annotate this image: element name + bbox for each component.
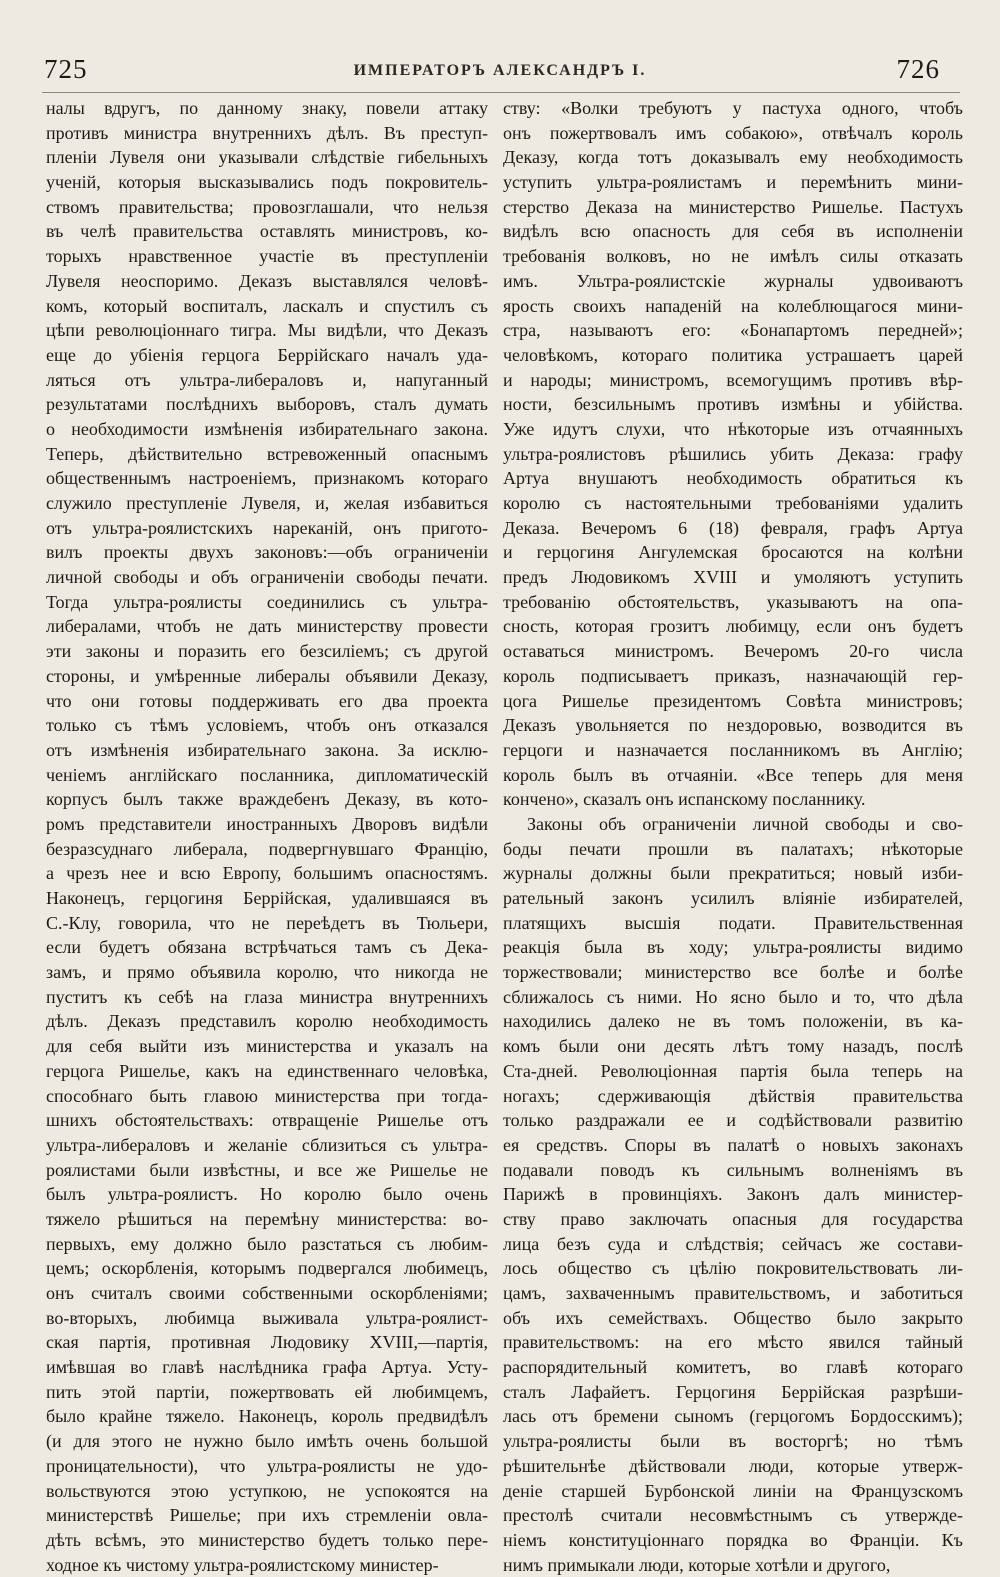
text-line: пить этой партіи, пожертвовать ей любимцемъ, — [46, 1381, 488, 1402]
text-line: торжествовали; министерство все болѣе и болѣе — [503, 962, 963, 983]
header-rule — [42, 92, 960, 93]
text-line: что они готовы поддерживать его два проекта — [46, 690, 488, 711]
text-line: комъ были они десять лѣтъ тому назадъ, послѣ — [503, 1036, 963, 1057]
text-line: Лувеля неоспоримо. Деказъ выставлялся человѣ- — [46, 270, 488, 291]
text-line: объ ихъ семействахъ. Общество было закрыто — [503, 1307, 963, 1328]
text-line: вилъ проекты двухъ законовъ:—объ ограниченіи — [46, 542, 488, 563]
text-line: цемъ; оскорбленія, которымъ подвергался любимецъ, — [46, 1258, 488, 1279]
text-line: ности, безсильнымъ противъ измѣны и убійства. — [503, 394, 963, 415]
text-line: Парижѣ в провинціяхъ. Законъ далъ министер- — [503, 1184, 963, 1205]
text-line: и народы; министромъ, всемогущимъ противъ вѣр- — [503, 369, 963, 390]
text-line: комъ, который воспиталъ, ласкалъ и спустилъ съ — [46, 295, 488, 316]
text-line: отъ ультра-роялистскихъ нареканій, онъ пригото- — [46, 517, 488, 538]
text-line: ченіемъ англійскаго посланника, дипломатическій — [46, 764, 488, 785]
text-line: вольствуются этою уступкою, не успокоятся на — [46, 1480, 488, 1501]
text-line: ультра-либераловъ и желаніе сблизиться съ ультра- — [46, 1134, 488, 1155]
left-text-column — [46, 96, 488, 1577]
text-line: (и для этого не нужно было имѣть очень большой — [46, 1431, 488, 1452]
text-line: и герцогиня Ангулемская бросаются на колѣни — [503, 542, 963, 563]
text-line: ская партія, противная Людовику XVIII,—партія, — [46, 1332, 488, 1353]
text-line: Наконецъ, герцогиня Беррійская, удалившаяся въ — [46, 888, 488, 908]
text-line: журналы должны были прекратиться; новый изби- — [503, 863, 963, 884]
text-line: требованію обстоятельствъ, указываютъ на опа- — [503, 591, 963, 612]
page-header — [0, 54, 1000, 94]
text-line: ходное къ чистому ультра-роялистскому министер- — [46, 1554, 439, 1575]
text-line: ярость своихъ нападеній на колеблющагося мини- — [503, 295, 963, 316]
text-line: Тогда ультра-роялисты соединились съ ультра- — [46, 591, 488, 612]
text-line: король подписываетъ приказъ, назначающій гер- — [503, 665, 963, 686]
text-line: ультра-роялисты были въ восторгѣ; но тѣмъ — [503, 1431, 963, 1452]
text-line: еще до убіенія герцога Беррійскаго началъ уда- — [46, 344, 488, 365]
text-line: пленіи Лувеля они указывали слѣдствіе гибельныхъ — [46, 147, 488, 168]
text-line: шнихъ обстоятельствахъ: отвращеніе Ришелье отъ — [46, 1110, 488, 1131]
text-line: Теперь, дѣйствительно встревоженный опаснымъ — [46, 443, 488, 464]
text-line: цѣпи революціоннаго тигра. Мы видѣли, что Деказъ — [46, 320, 488, 341]
text-line: распорядительный комитетъ, во главѣ котораго — [503, 1357, 963, 1378]
running-title: ИМПЕРАТОРЪ АЛЕКСАНДРЪ I. — [353, 62, 647, 79]
text-line: налы вдругъ, по данному знаку, повели аттаку — [46, 98, 488, 118]
text-line: герцога Ришелье, какъ на единственнаго человѣка, — [46, 1060, 488, 1081]
text-line: реакція была въ ходу; ультра-роялисты видимо — [503, 937, 963, 958]
text-line: либералами, чтобъ не дать министерству провести — [46, 616, 488, 637]
text-line: стра, называютъ его: «Бонапартомъ передней»; — [503, 320, 963, 341]
text-line: въ челѣ правительства оставлять министровъ, ко- — [46, 221, 488, 242]
text-line: лица безъ суда и слѣдствія; сейчасъ же состави- — [503, 1233, 963, 1254]
text-line: Деказу, когда тотъ доказывалъ ему необходимость — [503, 147, 963, 168]
text-line: ромъ представители иностранныхъ Дворовъ видѣли — [46, 813, 488, 834]
text-line: Деказъ увольняется по нездоровью, возводится въ — [503, 715, 963, 736]
text-line: платящихъ высшія подати. Правительственная — [503, 912, 963, 933]
text-line: ствомъ правительства; провозглашали, что нельзя — [46, 196, 488, 217]
text-line: Уже идутъ слухи, что нѣкоторые изъ отчаянныхъ — [503, 418, 963, 439]
text-line: ногахъ; сдерживающія дѣйствія правительства — [503, 1085, 963, 1106]
text-line: личной свободы и объ ограниченіи свободы печати. — [46, 567, 488, 588]
text-line: безразсуднаго либерала, подвергнувшаго Францію, — [46, 838, 488, 859]
text-line: только раздражали ее и содѣйствовали развитію — [503, 1110, 963, 1131]
text-line: сность, которая грозитъ любимцу, если онъ будетъ — [503, 616, 963, 637]
text-line: уступить ультра-роялистамъ и перемѣнить мини- — [503, 172, 963, 193]
right-page-number: 726 — [896, 54, 940, 84]
text-line: сталъ Лафайетъ. Герцогиня Беррійская разрѣши- — [503, 1381, 963, 1402]
right-text-column — [503, 96, 963, 1577]
text-line: если будетъ обязана встрѣчаться тамъ съ Дека- — [46, 937, 488, 958]
text-line: ству право заключать опасныя для государства — [503, 1208, 963, 1229]
text-line: ультра-роялистовъ рѣшились убить Деказа: графу — [503, 443, 963, 464]
text-line: лась отъ бремени сыномъ (герцогомъ Бордосскимъ); — [503, 1406, 963, 1427]
text-line: министерствѣ Ришелье; при ихъ стремленіи овла- — [46, 1505, 488, 1526]
text-line: дѣлъ. Деказъ представилъ королю необходимость — [46, 1011, 488, 1032]
text-line: правительствомъ: на его мѣсто явился тайный — [503, 1332, 963, 1353]
text-line: противъ министра внутреннихъ дѣлъ. Въ преступ- — [46, 122, 488, 143]
text-line: герцоги и назначается посланникомъ въ Англію; — [503, 739, 963, 760]
text-line: ніемъ конституціоннаго порядка во Франціи. Къ — [503, 1529, 963, 1550]
text-line: ученій, которыя высказывались подъ покровитель- — [46, 172, 488, 193]
text-line: онъ считалъ своими собственными оскорбленіями; — [46, 1283, 488, 1303]
text-line: ству: «Волки требуютъ у пастуха одного, чтобъ — [503, 98, 963, 118]
text-line: деніе старшей Бурбонской линіи на Французскомъ — [503, 1480, 963, 1501]
text-line: цога Ришелье президентомъ Совѣта министровъ; — [503, 690, 963, 711]
text-line: ляться отъ ультра-либераловъ и, напуганный — [46, 369, 488, 390]
text-line: королю съ настоятельными требованіями удалить — [503, 493, 963, 513]
text-line: общественнымъ настроеніемъ, признакомъ котораго — [46, 468, 488, 489]
text-line: находились далеко не въ томъ положеніи, въ ка- — [503, 1011, 963, 1032]
text-line: замъ, и прямо объявила королю, что никогда не — [46, 962, 488, 983]
text-line: Ста-дней. Революціонная партія была теперь на — [503, 1060, 963, 1081]
text-line: рѣшительнѣе дѣйствовали люди, которые утверж- — [503, 1455, 963, 1476]
text-line: король былъ въ отчаяніи. «Все теперь для меня — [503, 764, 963, 785]
text-line: было крайне тяжело. Наконецъ, король предвидѣлъ — [46, 1406, 488, 1427]
text-line: имъ. Ультра-роялистскіе журналы удвоиваютъ — [503, 270, 963, 291]
text-line: требованія волковъ, но не имѣлъ силы отказать — [503, 246, 963, 267]
text-line: былъ ультра-роялистъ. Но королю было очень — [46, 1184, 488, 1205]
text-line: боды печати прошли въ палатахъ; нѣкоторые — [503, 838, 963, 859]
text-line: отъ измѣненія избирательнаго закона. За исклю- — [46, 739, 488, 760]
text-line: Артуа внушаютъ необходимость обратиться къ — [503, 468, 963, 489]
text-line: только съ тѣмъ условіемъ, чтобъ онъ отказался — [46, 715, 488, 736]
text-line: человѣкомъ, котораго политика устрашаетъ царей — [503, 344, 963, 365]
text-line: корпусъ былъ также враждебенъ Деказу, въ кото- — [46, 789, 488, 810]
text-line: цамъ, захваченнымъ правительствомъ, и заботиться — [503, 1283, 963, 1303]
text-line: видѣлъ всю опасность для себя въ исполненіи — [503, 221, 963, 242]
text-line: а чрезъ нее и всю Европу, большимъ опасностямъ. — [46, 863, 488, 884]
text-line: лось общество съ цѣлію покровительствовать ли- — [503, 1258, 963, 1279]
text-line: Законы объ ограниченіи личной свободы и сво- — [527, 813, 963, 834]
text-line: роялистами были извѣстны, и все же Ришелье не — [46, 1159, 488, 1180]
text-line: пуститъ къ себѣ на глаза министра внутреннихъ — [46, 986, 488, 1007]
text-line: престолѣ считали несовмѣстнымъ съ утвержде- — [503, 1505, 963, 1526]
left-page-number: 725 — [44, 54, 88, 84]
text-line: служило преступленіе Лувеля, и, желая избавиться — [46, 493, 488, 513]
text-line: С.-Клу, говорила, что не переѣдетъ въ Тюльери, — [46, 912, 488, 933]
text-line: ея средствъ. Споры въ палатѣ о новыхъ законахъ — [503, 1134, 963, 1155]
text-line: эти законы и поразить его безсиліемъ; съ другой — [46, 641, 488, 662]
text-line: Деказа. Вечеромъ 6 (18) февраля, графъ Артуа — [503, 517, 963, 538]
text-line: подавали поводъ къ сильнымъ волненіямъ въ — [503, 1159, 963, 1180]
text-line: нимъ примыкали люди, которые хотѣли и другого, — [503, 1554, 891, 1575]
text-line: сближалось съ ними. Но ясно было и то, что дѣла — [503, 986, 963, 1007]
text-line: торыхъ нравственное участіе въ преступленіи — [46, 246, 488, 267]
text-line: стерство Деказа на министерство Ришелье. Пастухъ — [503, 196, 963, 217]
text-line: кончено», сказалъ онъ испанскому посланнику. — [503, 789, 866, 810]
text-line: во-вторыхъ, любимца выживала ультра-роялист- — [46, 1307, 488, 1328]
text-line: тяжело рѣшиться на перемѣну министерства: во- — [46, 1208, 488, 1229]
text-line: имѣвшая во главѣ наслѣдника графа Артуа. Усту- — [46, 1357, 488, 1378]
text-line: для себя выйти изъ министерства и указалъ на — [46, 1036, 488, 1057]
text-line: результатами послѣднихъ выборовъ, сталъ думать — [46, 394, 488, 415]
text-line: предъ Людовикомъ XVIII и умоляютъ уступить — [503, 567, 963, 588]
text-line: онъ пожертвовалъ имъ собакою», отвѣчалъ король — [503, 122, 963, 143]
text-line: дѣть всѣмъ, это министерство будетъ только пере- — [46, 1529, 488, 1550]
text-line: первыхъ, ему должно было разстаться съ любим- — [46, 1233, 488, 1254]
text-line: рательный законъ усилилъ вліяніе избирателей, — [503, 888, 963, 908]
text-line: проницательности), что ультра-роялисты не удо- — [46, 1455, 488, 1476]
text-line: способнаго быть главою министерства при тогда- — [46, 1085, 488, 1106]
text-line: стороны, и умѣренные либералы объявили Деказу, — [46, 665, 488, 686]
text-line: оставаться министромъ. Вечеромъ 20-го числа — [503, 641, 963, 662]
text-line: о необходимости измѣненія избирательнаго закона. — [46, 418, 488, 439]
